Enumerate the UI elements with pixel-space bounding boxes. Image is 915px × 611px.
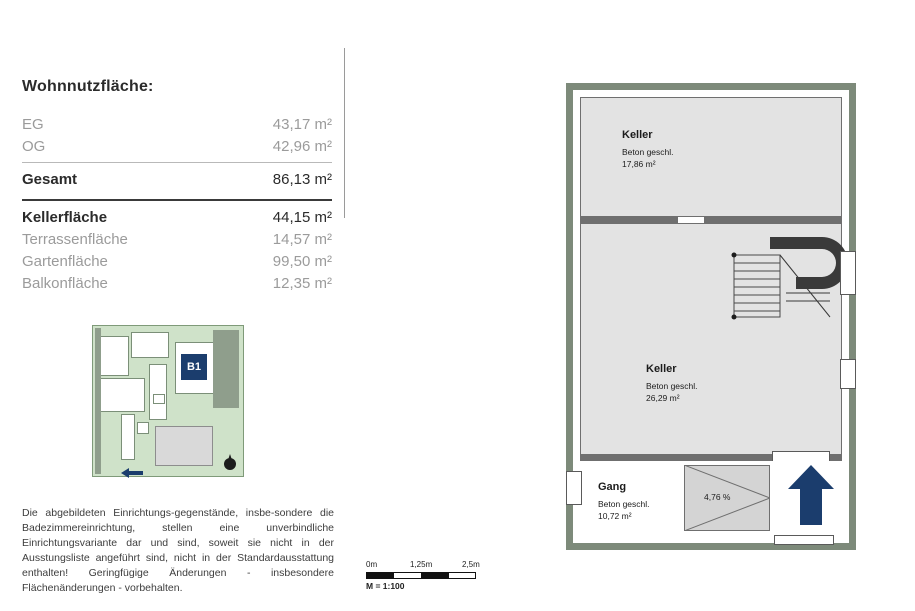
area-label: Gartenfläche: [22, 253, 108, 270]
north-arrow-icon: [223, 454, 237, 472]
site-plan-building: [99, 378, 145, 412]
ramp-slope-label: 4,76 %: [704, 492, 731, 502]
disclaimer-text: Die abgebildeten Einrichtungs-gegenstände, insbe-sondere die Badezimmereinrichtung, stellen eine unverbindliche Einrichtungsvariante dar und sind, soweit sie nicht in der Ausstungsliste angeführt sind, nicht in der Standardausstattung enthalten! Geringfügige Änderungen - insbesondere Flächenänderungen - vorbehalten.: [22, 507, 334, 594]
site-plan-highlight: [155, 426, 213, 466]
area-value: 99,50 m²: [272, 253, 332, 270]
area-value: 12,35 m²: [272, 275, 332, 292]
area-row-balkonflaeche: [22, 273, 332, 295]
room-keller-upper: [580, 97, 842, 217]
site-plan-building: [149, 364, 167, 420]
area-row-gesamt: [22, 169, 332, 191]
site-plan-building: [137, 422, 149, 434]
site-plan-building: [99, 336, 129, 376]
area-label: OG: [22, 138, 46, 155]
area-label: Kellerfläche: [22, 209, 108, 226]
area-row-og: [22, 136, 332, 158]
area-value: 43,17 m²: [272, 116, 332, 133]
area-row-gartenflaeche: [22, 251, 332, 273]
entrance-arrow-icon: [788, 465, 834, 525]
site-plan-neighbour: [213, 330, 239, 408]
area-label: Gesamt: [22, 171, 78, 188]
staircase-icon: [726, 231, 846, 339]
vertical-divider: [344, 48, 345, 218]
site-plan: [92, 325, 244, 477]
room-label-gang: Gang Beton geschl. 10,72 m²: [598, 481, 650, 521]
scale-tick-labels: [366, 560, 496, 572]
site-plan-building: [153, 394, 165, 404]
window-opening: [840, 251, 856, 295]
basement-floor-plan: [566, 83, 856, 550]
area-row-terrassenflaeche: [22, 229, 332, 251]
scale-bar: [366, 560, 496, 591]
area-row-kellerflaeche: [22, 207, 332, 229]
area-label: Terrassenfläche: [22, 231, 128, 248]
site-plan-building: [121, 414, 135, 460]
area-label: Balkonfläche: [22, 275, 108, 292]
area-row-eg: [22, 114, 332, 136]
scale-tick: 2,5m: [462, 560, 480, 569]
site-plan-unit-badge: B1: [181, 354, 207, 380]
window-opening: [566, 471, 582, 505]
area-value: 42,96 m²: [272, 138, 332, 155]
scale-note: M = 1:100: [366, 581, 405, 591]
page-title: Wohnnutzfläche:: [22, 78, 154, 95]
divider-line: [22, 162, 332, 163]
room-label-keller-upper: Keller Beton geschl. 17,86 m²: [622, 129, 674, 169]
area-label: EG: [22, 116, 44, 133]
area-summary: [22, 78, 332, 295]
site-plan-border-strip: [95, 328, 101, 474]
scale-tick: 0m: [366, 560, 378, 569]
scale-tick: 1,25m: [410, 560, 433, 569]
divider-line: [22, 199, 332, 201]
window-opening: [840, 359, 856, 389]
area-value: 14,57 m²: [272, 231, 332, 248]
scale-graphic: [366, 572, 476, 579]
room-label-keller-main: Keller Beton geschl. 26,29 m²: [646, 363, 698, 403]
area-value: 86,13 m²: [272, 171, 332, 188]
area-value: 44,15 m²: [272, 209, 332, 226]
site-plan-building: [131, 332, 169, 358]
window-opening: [774, 535, 834, 545]
